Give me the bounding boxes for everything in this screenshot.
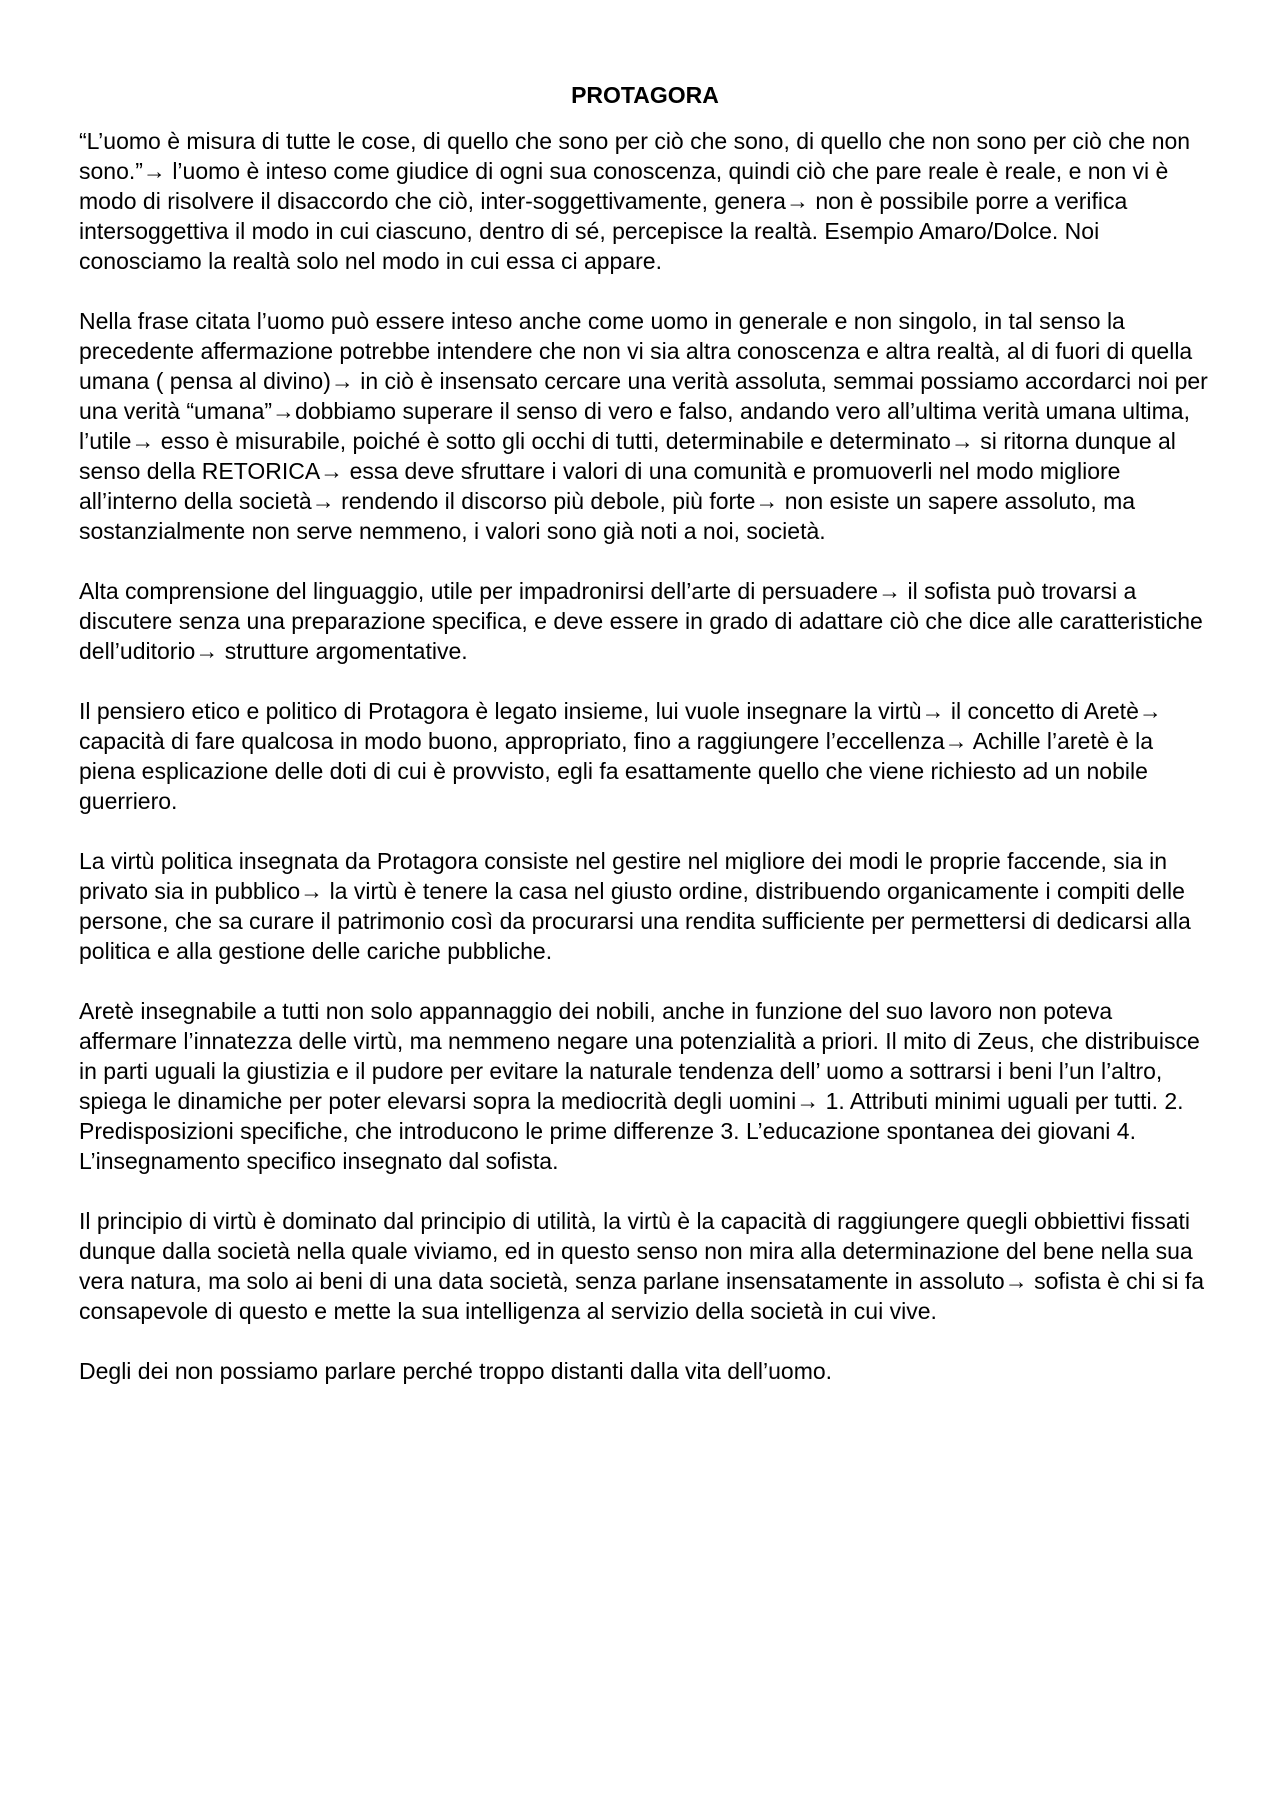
document-title: PROTAGORA	[571, 82, 719, 108]
paragraph-8: Degli dei non possiamo parlare perché troppo distanti dalla vita dell’uomo.	[79, 1358, 833, 1384]
paragraph-6: Aretè insegnabile a tutti non solo appannaggio dei nobili, anche in funzione del suo lavoro non poteva affermare l’innatezza delle virtù, ma nemmeno negare una potenzialità a priori. Il mito di Zeus, che distribuisce in parti uguali la giustizia e il pudore per evitare la naturale tendenza dell’ uomo a sottrarsi i beni l’un l’altro, spiega le dinamiche per poter elevarsi sopra la mediocrità degli uomini→ 1. Attributi minimi uguali per tutti. 2. Predisposizioni specifiche, che introducono le prime differenze 3. L’educazione spontanea dei giovani 4. L’insegnamento specifico insegnato dal sofista.	[79, 998, 1200, 1174]
paragraph-3: Alta comprensione del linguaggio, utile per impadronirsi dell’arte di persuadere→ il sofista può trovarsi a discutere senza una preparazione specifica, e deve essere in grado di adattare ciò che dice alle caratteristiche dell’uditorio→ strutture argomentative.	[79, 578, 1203, 664]
paragraph-4: Il pensiero etico e politico di Protagora è legato insieme, lui vuole insegnare la virtù→ il concetto di Aretè→ capacità di fare qualcosa in modo buono, appropriato, fino a raggiungere l’eccellenza→ Achille l’aretè è la piena esplicazione delle doti di cui è provvisto, egli fa esattamente quello che viene richiesto ad un nobile guerriero.	[79, 698, 1162, 814]
paragraph-2: Nella frase citata l’uomo può essere inteso anche come uomo in generale e non singolo, in tal senso la precedente affermazione potrebbe intendere che non vi sia altra conoscenza e altra realtà, al di fuori di quella umana ( pensa al divino)→ in ciò è insensato cercare una verità assoluta, semmai possiamo accordarci noi per una verità “umana”→dobbiamo superare il senso di vero e falso, andando vero all’ultima verità umana ultima, l’utile→ esso è misurabile, poiché è sotto gli occhi di tutti, determinabile e determinato→ si ritorna dunque al senso della RETORICA→ essa deve sfruttare i valori di una comunità e promuoverli nel modo migliore all’interno della società→ rendendo il discorso più debole, più forte→ non esiste un sapere assoluto, ma sostanzialmente non serve nemmeno, i valori sono già noti a noi, società.	[79, 308, 1208, 544]
paragraph-5: La virtù politica insegnata da Protagora consiste nel gestire nel migliore dei modi le proprie faccende, sia in privato sia in pubblico→ la virtù è tenere la casa nel giusto ordine, distribuendo organicamente i compiti delle persone, che sa curare il patrimonio così da procurarsi una rendita sufficiente per permettersi di dedicarsi alla politica e alla gestione delle cariche pubbliche.	[79, 848, 1191, 964]
document-page	[79, 80, 1211, 1416]
paragraph-1: “L’uomo è misura di tutte le cose, di quello che sono per ciò che sono, di quello che non sono per ciò che non sono.”→ l’uomo è inteso come giudice di ogni sua conoscenza, quindi ciò che pare reale è reale, e non vi è modo di risolvere il disaccordo che ciò, inter-soggettivamente, genera→ non è possibile porre a verifica intersoggettiva il modo in cui ciascuno, dentro di sé, percepisce la realtà. Esempio Amaro/Dolce. Noi conosciamo la realtà solo nel modo in cui essa ci appare.	[79, 128, 1191, 274]
paragraph-7: Il principio di virtù è dominato dal principio di utilità, la virtù è la capacità di raggiungere quegli obbiettivi fissati dunque dalla società nella quale viviamo, ed in questo senso non mira alla determinazione del bene nella sua vera natura, ma solo ai beni di una data società, senza parlane insensatamente in assoluto→ sofista è chi si fa consapevole di questo e mette la sua intelligenza al servizio della società in cui vive.	[79, 1208, 1205, 1324]
